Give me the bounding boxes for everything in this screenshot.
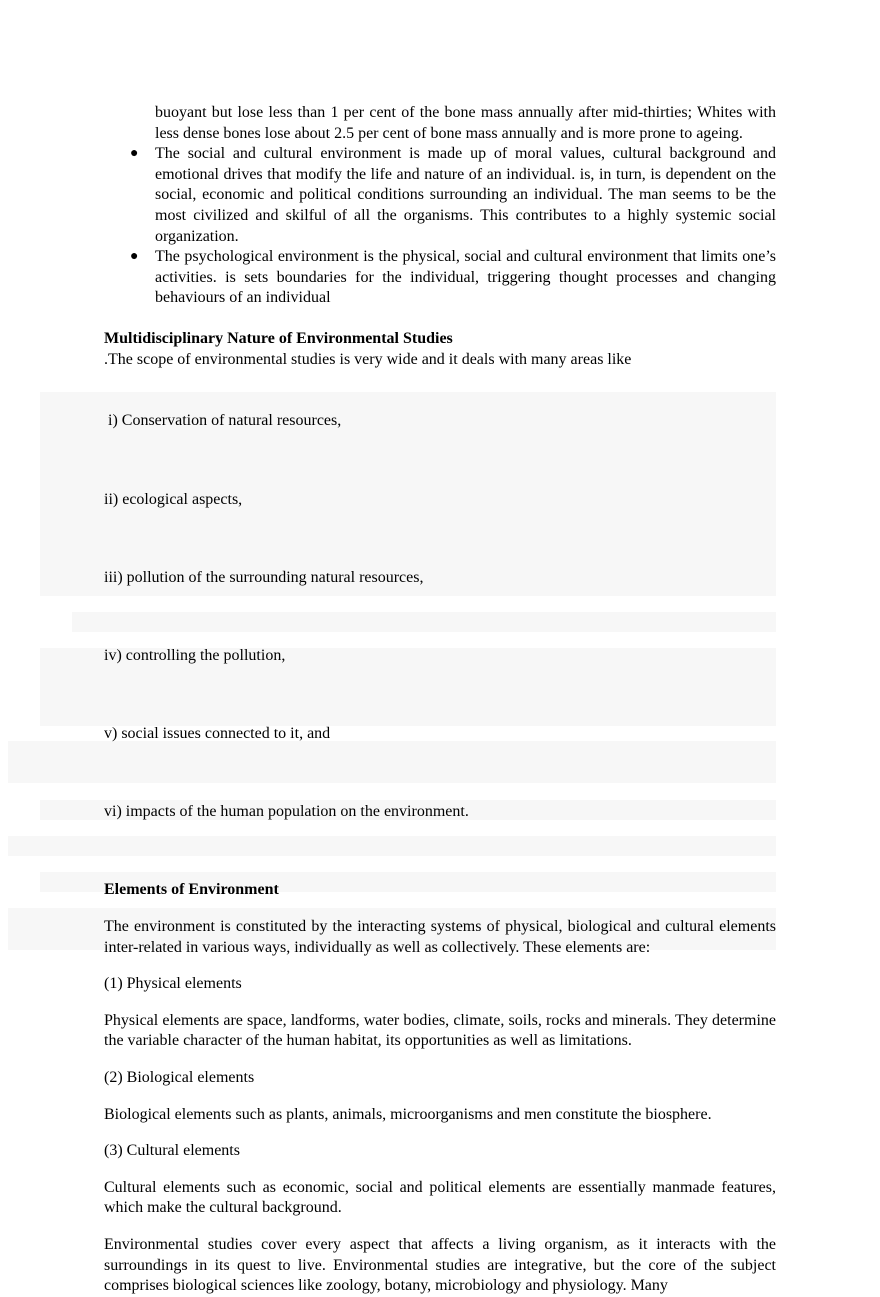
elements-intro: The environment is constituted by the interacting systems of physical, biological and cultural elements inter-related in various ways, individually as well as collectively. These elements are: [104,918,776,956]
list-item: iii) pollution of the surrounding natural resources, [104,568,424,586]
bullet-list [104,144,776,309]
bullet-item [104,247,776,309]
section-heading-elements: Elements of Environment [104,881,279,899]
list-item: vi) impacts of the human population on the environment. [104,803,469,821]
bullet-item [104,144,776,247]
bullet-icon: ● [130,146,139,162]
continued-paragraph: buoyant but lose less than 1 per cent of the bone mass annually after mid-thirties; Whites with less dense bones lose about 2.5 per cent of bone mass annually and is more prone to ageing. [155,104,776,142]
bullet-text: The social and cultural environment is made up of moral values, cultural background and emotional drives that modify the life and nature of an individual. is, in turn, is dependent on the social, economic and political conditions surrounding an individual. The man seems to be the most civilized and skilful of all the organisms. This contributes to a highly systemic social organization. [155,145,776,245]
list-item: iv) controlling the pollution, [104,646,286,664]
section-heading-multidisciplinary: Multidisciplinary Nature of Environmental Studies [104,329,453,347]
biological-elements-text: Biological elements such as plants, animals, microorganisms and men constitute the biosphere. [104,1105,712,1123]
list-item: i) Conservation of natural resources, [104,412,342,430]
bullet-text: The psychological environment is the physical, social and cultural environment that limits one’s activities. is sets boundaries for the individual, triggering thought processes and changing behaviours of an individual [155,248,776,307]
list-item: ii) ecological aspects, [104,490,243,508]
section-intro: .The scope of environmental studies is very wide and it deals with many areas like [104,350,632,368]
scope-list [104,370,776,880]
cultural-elements-title: (3) Cultural elements [104,1142,240,1160]
list-item: v) social issues connected to it, and [104,725,331,743]
bullet-icon: ● [130,249,139,265]
closing-paragraph: Environmental studies cover every aspect that affects a living organism, as it interacts with the surroundings in its quest to live. Environmental studies are integrative, but the core of the subject comprises biological sciences like zoology, botany, microbiology and physiology. Many [104,1235,776,1295]
document-page [104,103,776,1297]
cultural-elements-text: Cultural elements such as economic, social and political elements are essentially manmade features, which make the cultural background. [104,1178,776,1217]
biological-elements-title: (2) Biological elements [104,1069,255,1086]
physical-elements-text: Physical elements are space, landforms, water bodies, climate, soils, rocks and minerals. They determine the variable character of the human habitat, its opportunities as well as limitations. [104,1011,776,1050]
physical-elements-title: (1) Physical elements [104,975,242,993]
